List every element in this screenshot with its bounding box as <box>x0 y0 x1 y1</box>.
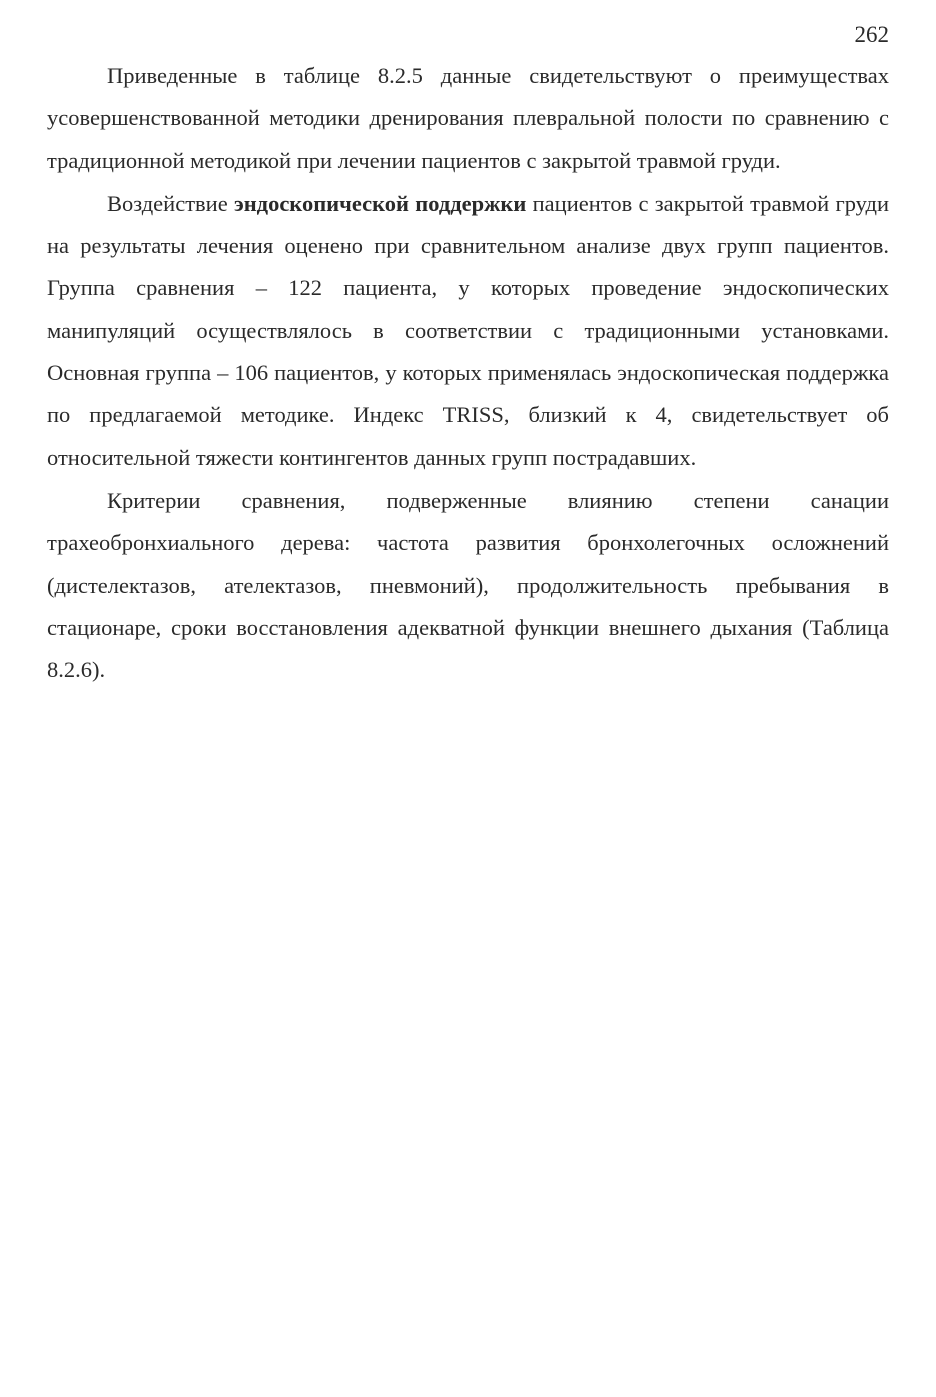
paragraph-table-825-summary: Приведенные в таблице 8.2.5 данные свидетельствуют о преимуществах усовершенствованной методики дренирования плевральной полости по сравнению с традиционной методикой при лечении пациентов с закрытой травмой груди. <box>47 63 889 173</box>
document-body <box>47 55 889 691</box>
bold-term-endoscopic-support: эндоскопической поддержки <box>234 190 527 216</box>
paragraph-endoscopic-support <box>47 183 889 479</box>
paragraph-comparison-criteria: Критерии сравнения, подверженные влиянию степени санации трахеобронхиального дерева: частота развития бронхолегочных осложнений (дистелектазов, ателектазов, пневмоний), продолжительность пребывания в стационаре, сроки восстановления адекватной функции внешнего дыхания (Таблица 8.2.6). <box>47 487 889 683</box>
page-number: 262 <box>854 22 889 47</box>
paragraph-rest-text: пациентов с закрытой травмой груди на результаты лечения оценено при сравнительном анализе двух групп пациентов. Группа сравнения – 122 пациента, у которых проведение эндоскопических манипуляций осуществлялось в соответствии с традиционными установками. Основная группа – 106 пациентов, у которых применялась эндоскопическая поддержка по предлагаемой методике. Индекс TRISS, близкий к 4, свидетельствует об относительной тяжести контингентов данных групп пострадавших. <box>47 190 890 470</box>
paragraph-lead-text: Воздействие <box>107 190 234 216</box>
